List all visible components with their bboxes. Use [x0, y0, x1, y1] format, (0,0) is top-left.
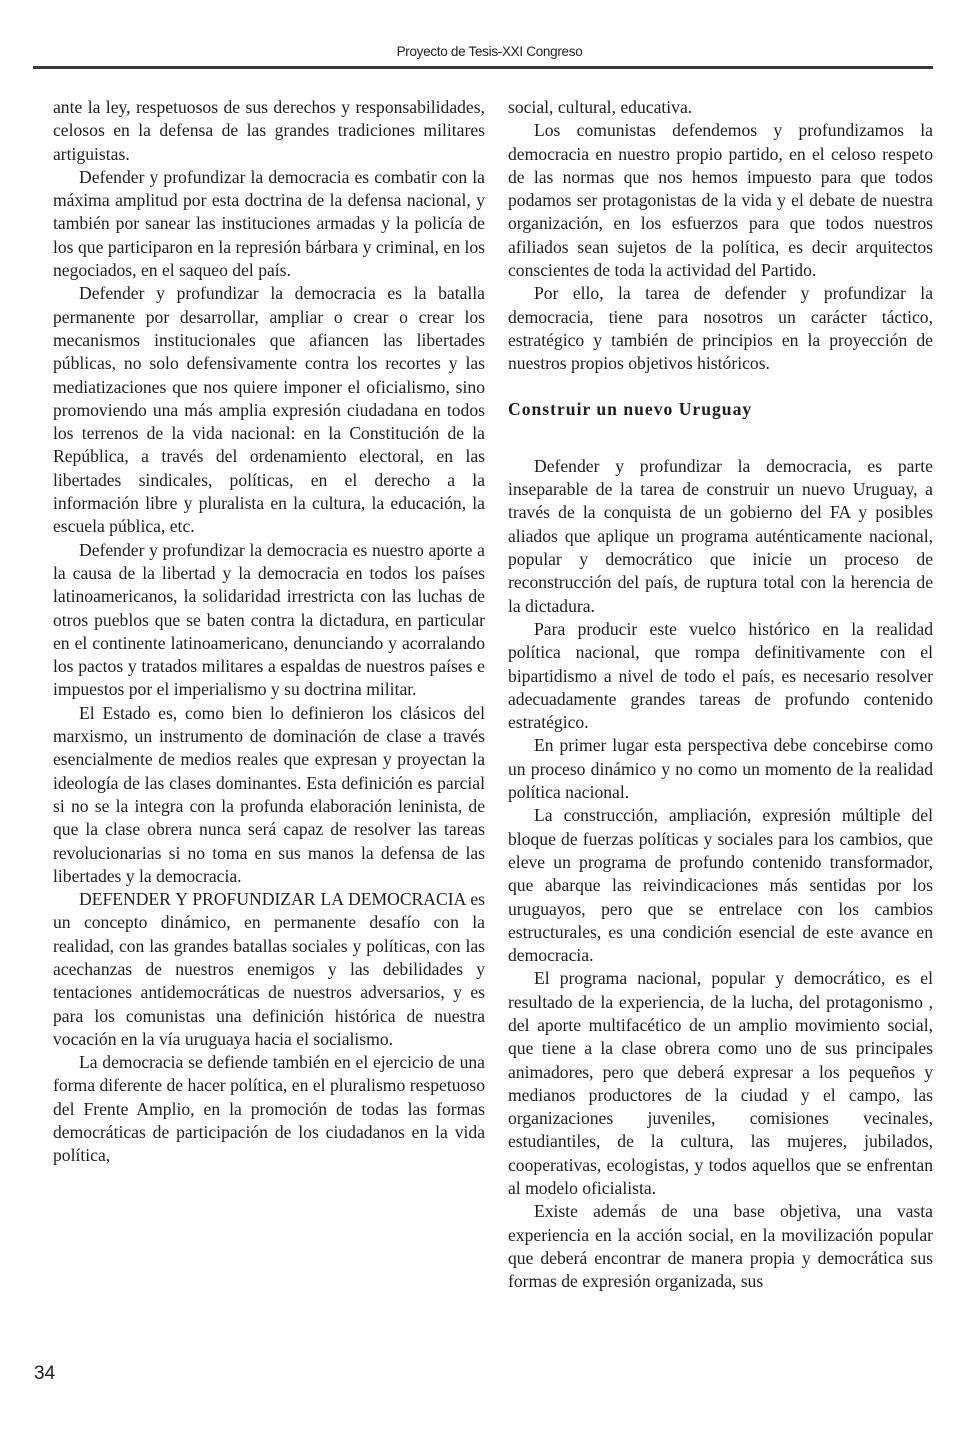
paragraph: Los comunistas defendemos y profundizamos la democracia en nuestro propio partido, en el celoso respeto de las normas que nos hemos impuesto para que todos podamos ser protagonistas de la vida y el debate de nuestra organización, en los esfuerzos para que todos nuestros afiliados sean sujetos de la política, es decir arquitectos conscientes de toda la actividad del Partido.: [508, 120, 933, 281]
paragraph: DEFENDER Y PROFUNDIZAR LA DEMOCRACIA es un concepto dinámico, en permanente desafío con la realidad, con las grandes batallas sociales y políticas, con las acechanzas de nuestros enemigos y las debilidades y tentaciones antidemocráticas de nuestros adversarios, y es para los comunistas una definición histórica de nuestra vocación en la vía uruguaya hacia el socialismo.: [53, 889, 485, 1049]
paragraph: La democracia se defiende también en el ejercicio de una forma diferente de hacer política, en el pluralismo respetuoso del Frente Amplio, en la promoción de todas las formas democráticas de participación de los ciudadanos en la vida política,: [53, 1052, 485, 1166]
paragraph: Defender y profundizar la democracia, es parte inseparable de la tarea de construir un nuevo Uruguay, a través de la conquista de un gobierno del FA y posibles aliados que aplique un programa auténticamente nacional, popular y democrático que inicie un proceso de reconstrucción del país, de ruptura total con la herencia de la dictadura.: [508, 455, 933, 616]
left-column: [53, 96, 485, 1168]
running-header: Proyecto de Tesis-XXI Congreso: [396, 44, 583, 59]
paragraph: Por ello, la tarea de defender y profundizar la democracia, tiene para nosotros un carácter táctico, estratégico y también de principios en la proyección de nuestros propios objetivos históricos.: [508, 283, 933, 374]
paragraph: ante la ley, respetuosos de sus derechos y responsabilidades, celosos en la defensa de las grandes tradiciones militares artiguistas.: [53, 97, 485, 164]
right-column: [508, 96, 933, 1294]
paragraph: Defender y profundizar la democracia es combatir con la máxima amplitud por esta doctrina de la defensa nacional, y también por sanear las instituciones armadas y la policía de los que participaron en la represión bárbara y criminal, en los negociados, en el saqueo del país.: [53, 166, 485, 281]
paragraph: Para producir este vuelco histórico en la realidad política nacional, que rompa definitivamente con el bipartidismo a nivel de todo el país, es necesario resolver adecuadamente grandes tareas de profundo contenido estratégico.: [508, 618, 933, 733]
paragraph: Existe además de una base objetiva, una vasta experiencia en la acción social, en la movilización popular que deberá encontrar de manera propia y democrática sus formas de expresión organizada, sus: [508, 1201, 933, 1292]
paragraph: Defender y profundizar la democracia es nuestro aporte a la causa de la libertad y la democracia en todos los países latinoamericanos, la solidaridad irrestricta con las luchas de otros pueblos que se baten contra la dictadura, en particular en el continente latinoamericano, denunciando y acorralando los pactos y tratados militares a espaldas de nuestros países e impuestos por el imperialismo y su doctrina militar.: [53, 539, 485, 700]
paragraph: Defender y profundizar la democracia es la batalla permanente por desarrollar, ampliar o crear o crear los mecanismos institucionales que afiancen las libertades públicas, no solo defensivamente contra los recortes y las mediatizaciones que nos quiere imponer el oficialismo, sino promoviendo una más amplia expresión ciudadana en todos los terrenos de la vida nacional: en la Constitución de la República, a través del ordenamiento electoral, en las libertades sindicales, políticas, en el derecho a la información libre y pluralista en la cultura, la educación, la escuela pública, etc.: [53, 283, 485, 537]
header-rule: [33, 66, 933, 69]
page-number: 34: [34, 1363, 56, 1384]
paragraph: La construcción, ampliación, expresión múltiple del bloque de fuerzas políticas y sociales para los cambios, que eleve un programa de profundo contenido transformador, que abarque las reivindicaciones más sentidas por los uruguayos, pero que se entrelace con los cambios estructurales, es una condición esencial de este avance en democracia.: [508, 805, 933, 966]
paragraph: El Estado es, como bien lo definieron los clásicos del marxismo, un instrumento de dominación de clase a través esencialmente de medios reales que expresan y proyectan la ideología de las clases dominantes. Esta definición es parcial si no se la integra con la profunda elaboración leninista, de que la clase obrera nunca será capaz de resolver las tareas revolucionarias si no toma en sus manos la defensa de las libertades y la democracia.: [53, 702, 485, 886]
paragraph: social, cultural, educativa.: [508, 97, 693, 117]
paragraph: El programa nacional, popular y democrático, es el resultado de la experiencia, de la lucha, del protagonismo , del aporte multifacético de un amplio movimiento social, que tiene a la clase obrera como uno de sus principales animadores, pero que deberá expresar a los pequeños y medianos productores de la ciudad y el campo, las organizaciones juveniles, comisiones vecinales, estudiantiles, de la cultura, las mujeres, jubilados, cooperativas, ecologistas, y todos aquellos que se enfrentan al modelo oficialista.: [508, 968, 933, 1199]
section-heading: Construir un nuevo Uruguay: [508, 398, 753, 419]
paragraph: En primer lugar esta perspectiva debe concebirse como un proceso dinámico y no como un momento de la realidad política nacional.: [508, 735, 933, 803]
